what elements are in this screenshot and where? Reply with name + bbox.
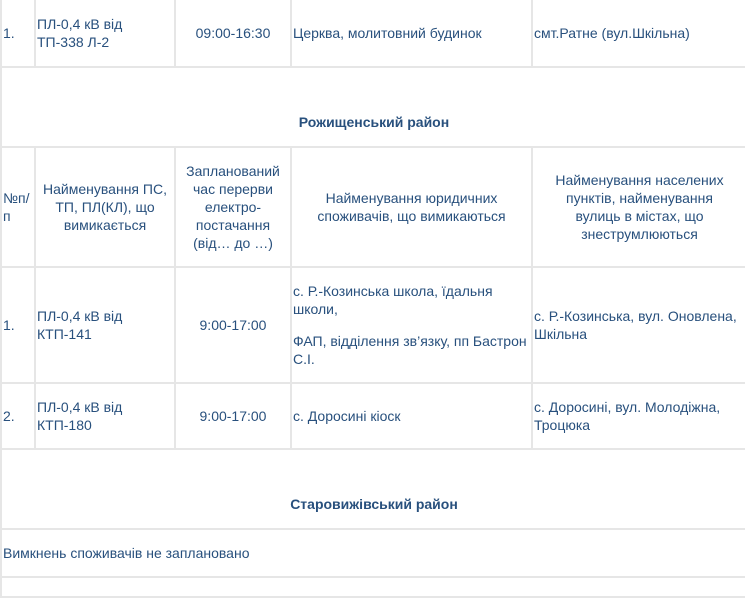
settlements-cell: с. Р.-Козинська, вул. Оновлена, Шкільна [532,267,745,383]
row-number: 1. [1,267,35,383]
power-line-cell [35,267,175,383]
table-row [1,577,745,597]
header-outage-time: Запланований час перерви електро-постачання (від… до …) [175,147,291,267]
settlements-cell: смт.Ратне (вул.Шкільна) [532,0,745,67]
power-line-cell [35,0,175,67]
table-row [1,0,745,67]
table-row [1,383,745,449]
outage-time: 9:00-17:00 [175,383,291,449]
consumers-line: ФАП, відділення зв’язку, пп Бастрон С.І. [293,333,527,367]
header-number: №п/п [1,147,35,267]
power-line-name: ПЛ-0,4 кВ від [37,399,123,415]
power-line-name: ПЛ-0,4 кВ від [37,308,123,324]
table-row [1,529,745,577]
header-line-name: Найменування ПС, ТП, ПЛ(КЛ), що вимикається [35,147,175,267]
district-row [1,449,745,529]
no-outages-note: Вимкнень споживачів не заплановано [1,529,745,577]
table-row [1,267,745,383]
district-heading: Старовижівський район [1,449,745,529]
substation-name: ТП-338 Л-2 [37,34,110,50]
district-row [1,67,745,147]
empty-cell [1,577,745,597]
consumers-cell: с. Доросині кіоск [291,383,532,449]
outage-time: 09:00-16:30 [175,0,291,67]
table-header-row [1,147,745,267]
consumers-cell: Церква, молитовний будинок [291,0,532,67]
header-consumers: Найменування юридичних споживачів, що вимикаються [291,147,532,267]
outage-time: 9:00-17:00 [175,267,291,383]
substation-name: КТП-141 [37,326,92,342]
consumers-line: с. Р.-Козинська школа, їдальня школи, [293,283,493,317]
row-number: 2. [1,383,35,449]
substation-name: КТП-180 [37,417,92,433]
settlements-cell: с. Доросині, вул. Молодіжна, Троцюка [532,383,745,449]
power-line-name: ПЛ-0,4 кВ від [37,16,123,32]
district-heading: Рожищенський район [1,67,745,147]
header-settlements: Найменування населених пунктів, найменування вулиць в містах, що знеструмлюються [532,147,745,267]
row-number: 1. [1,0,35,67]
consumers-cell [291,267,532,383]
power-line-cell [35,383,175,449]
